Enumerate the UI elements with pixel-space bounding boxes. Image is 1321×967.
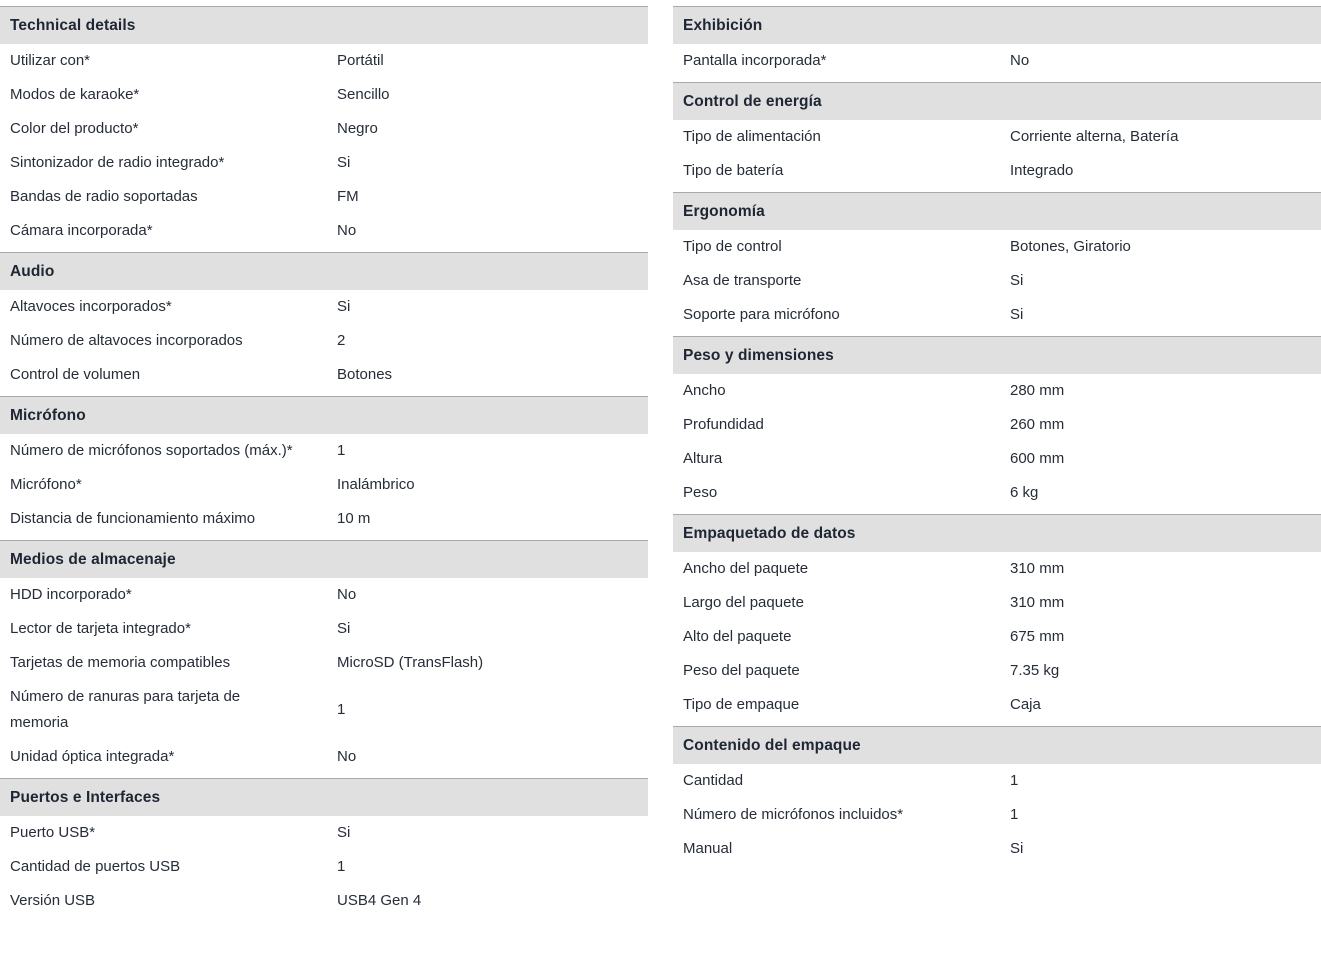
section-header [673, 336, 1321, 374]
section-title: Micrófono [10, 406, 86, 424]
spec-label: Utilizar con* [10, 52, 91, 69]
section-rows [0, 434, 648, 536]
section-rows [0, 44, 648, 248]
spec-value: 675 mm [1010, 628, 1065, 645]
spec-value: 7.35 kg [1010, 662, 1060, 679]
section-rows [0, 816, 648, 918]
spec-row [0, 214, 648, 248]
section-title: Technical details [10, 16, 136, 34]
section-rows [673, 552, 1321, 722]
spec-row [0, 146, 648, 180]
section-title: Audio [10, 262, 55, 280]
section-rows [673, 764, 1321, 866]
spec-value: Botones, Giratorio [1010, 238, 1131, 255]
spec-value: 2 [337, 332, 346, 349]
spec-row [673, 586, 1321, 620]
spec-label: Puerto USB* [10, 824, 96, 841]
section-title: Exhibición [683, 16, 763, 34]
spec-label: Número de micrófonos incluidos* [683, 806, 904, 823]
spec-label: Bandas de radio soportadas [10, 188, 198, 205]
spec-value: FM [337, 188, 359, 205]
spec-row [0, 358, 648, 392]
spec-value: Negro [337, 120, 378, 137]
spec-label: Asa de transporte [683, 272, 802, 289]
spec-column-right [673, 6, 1321, 918]
section-header [673, 514, 1321, 552]
section-rows [673, 374, 1321, 510]
spec-section-right-0 [673, 6, 1321, 78]
section-rows [673, 44, 1321, 78]
spec-column-left [0, 6, 648, 918]
spec-row [673, 832, 1321, 866]
spec-value: Portátil [337, 52, 384, 69]
section-header [0, 6, 648, 44]
spec-row [0, 180, 648, 214]
section-title: Control de energía [683, 92, 822, 110]
spec-row [0, 578, 648, 612]
spec-label: Alto del paquete [683, 628, 792, 645]
section-rows [0, 578, 648, 774]
spec-row [0, 434, 648, 468]
spec-value: Botones [337, 366, 393, 383]
spec-row [673, 408, 1321, 442]
spec-row [673, 230, 1321, 264]
spec-row [673, 764, 1321, 798]
spec-row [0, 502, 648, 536]
spec-row [673, 44, 1321, 78]
spec-label: Largo del paquete [683, 594, 804, 611]
spec-value: 600 mm [1010, 450, 1065, 467]
spec-row [673, 374, 1321, 408]
spec-label: Versión USB [10, 892, 96, 909]
spec-label: Peso del paquete [683, 662, 800, 679]
spec-label: Número de micrófonos soportados (máx.)* [10, 442, 293, 459]
section-header [0, 540, 648, 578]
spec-value: Corriente alterna, Batería [1010, 128, 1179, 145]
section-title: Peso y dimensiones [683, 346, 834, 364]
spec-label: Unidad óptica integrada* [10, 748, 175, 765]
section-title: Empaquetado de datos [683, 524, 856, 542]
spec-label: Modos de karaoke* [10, 86, 140, 103]
spec-row [673, 798, 1321, 832]
spec-label: Número de altavoces incorporados [10, 332, 243, 349]
spec-label: Tipo de batería [683, 162, 784, 179]
spec-row [673, 120, 1321, 154]
spec-value: 1 [337, 442, 346, 459]
spec-row [0, 324, 648, 358]
spec-value: 10 m [337, 510, 371, 527]
spec-label: Distancia de funcionamiento máximo [10, 510, 256, 527]
spec-label: Cámara incorporada* [10, 222, 153, 239]
spec-label: Micrófono* [10, 476, 82, 493]
spec-section-left-2 [0, 396, 648, 536]
section-header [0, 778, 648, 816]
spec-row [673, 154, 1321, 188]
spec-section-right-4 [673, 514, 1321, 722]
spec-value: Si [337, 298, 351, 315]
spec-value: Si [337, 824, 351, 841]
section-title: Ergonomía [683, 202, 765, 220]
spec-label: Manual [683, 840, 733, 857]
section-title: Puertos e Interfaces [10, 788, 161, 806]
spec-value: Si [1010, 306, 1024, 323]
spec-row [673, 264, 1321, 298]
spec-value: Caja [1010, 696, 1041, 713]
spec-columns [0, 6, 1321, 918]
spec-row [0, 816, 648, 850]
spec-row [0, 44, 648, 78]
spec-value: MicroSD (TransFlash) [337, 654, 484, 671]
spec-value: 310 mm [1010, 594, 1065, 611]
spec-label: Color del producto* [10, 120, 139, 137]
section-header [673, 6, 1321, 44]
spec-value: 6 kg [1010, 484, 1039, 501]
spec-label: HDD incorporado* [10, 586, 132, 603]
spec-label: Cantidad [683, 772, 744, 789]
spec-label: Tipo de alimentación [683, 128, 821, 145]
spec-value: 1 [1010, 772, 1019, 789]
spec-row [673, 654, 1321, 688]
spec-row [0, 884, 648, 918]
section-header [0, 396, 648, 434]
spec-label: Profundidad [683, 416, 764, 433]
spec-value: Inalámbrico [337, 476, 415, 493]
spec-row [673, 620, 1321, 654]
spec-section-right-3 [673, 336, 1321, 510]
spec-label: Sintonizador de radio integrado* [10, 154, 225, 171]
spec-label: Número de ranuras para tarjeta de memoria [10, 688, 241, 731]
spec-label: Control de volumen [10, 366, 141, 383]
spec-section-right-2 [673, 192, 1321, 332]
section-rows [0, 290, 648, 392]
spec-row [0, 612, 648, 646]
spec-value: Integrado [1010, 162, 1074, 179]
spec-row [673, 476, 1321, 510]
section-header [0, 252, 648, 290]
spec-row [0, 680, 648, 740]
spec-row [0, 78, 648, 112]
spec-value: Sencillo [337, 86, 390, 103]
spec-label: Ancho [683, 382, 726, 399]
spec-row [673, 442, 1321, 476]
spec-label: Cantidad de puertos USB [10, 858, 181, 875]
spec-label: Tipo de control [683, 238, 782, 255]
spec-value: No [1010, 52, 1030, 69]
section-title: Medios de almacenaje [10, 550, 176, 568]
spec-value: No [337, 586, 357, 603]
spec-row [0, 740, 648, 774]
spec-section-right-5 [673, 726, 1321, 866]
spec-value: 1 [337, 858, 346, 875]
spec-row [673, 298, 1321, 332]
spec-label: Altura [683, 450, 723, 467]
spec-value: 1 [337, 701, 346, 718]
spec-section-left-4 [0, 778, 648, 918]
spec-row [0, 646, 648, 680]
spec-section-right-1 [673, 82, 1321, 188]
section-header [673, 82, 1321, 120]
spec-value: 260 mm [1010, 416, 1065, 433]
section-rows [673, 230, 1321, 332]
spec-value: Si [1010, 272, 1024, 289]
spec-section-left-1 [0, 252, 648, 392]
spec-label: Tipo de empaque [683, 696, 800, 713]
spec-row [673, 552, 1321, 586]
spec-label: Pantalla incorporada* [683, 52, 827, 69]
section-title: Contenido del empaque [683, 736, 861, 754]
spec-value: Si [1010, 840, 1024, 857]
spec-value: Si [337, 620, 351, 637]
spec-label: Ancho del paquete [683, 560, 809, 577]
spec-value: USB4 Gen 4 [337, 892, 422, 909]
section-header [673, 192, 1321, 230]
spec-label: Lector de tarjeta integrado* [10, 620, 191, 637]
spec-section-left-0 [0, 6, 648, 248]
spec-value: 280 mm [1010, 382, 1065, 399]
spec-section-left-3 [0, 540, 648, 774]
spec-value: 310 mm [1010, 560, 1065, 577]
spec-row [0, 112, 648, 146]
spec-value: Si [337, 154, 351, 171]
spec-row [0, 850, 648, 884]
section-header [673, 726, 1321, 764]
spec-row [673, 688, 1321, 722]
spec-label: Tarjetas de memoria compatibles [10, 654, 231, 671]
spec-row [0, 468, 648, 502]
spec-value: No [337, 748, 357, 765]
section-rows [673, 120, 1321, 188]
spec-value: No [337, 222, 357, 239]
spec-value: 1 [1010, 806, 1019, 823]
spec-row [0, 290, 648, 324]
spec-label: Soporte para micrófono [683, 306, 840, 323]
spec-label: Peso [683, 484, 718, 501]
spec-label: Altavoces incorporados* [10, 298, 172, 315]
